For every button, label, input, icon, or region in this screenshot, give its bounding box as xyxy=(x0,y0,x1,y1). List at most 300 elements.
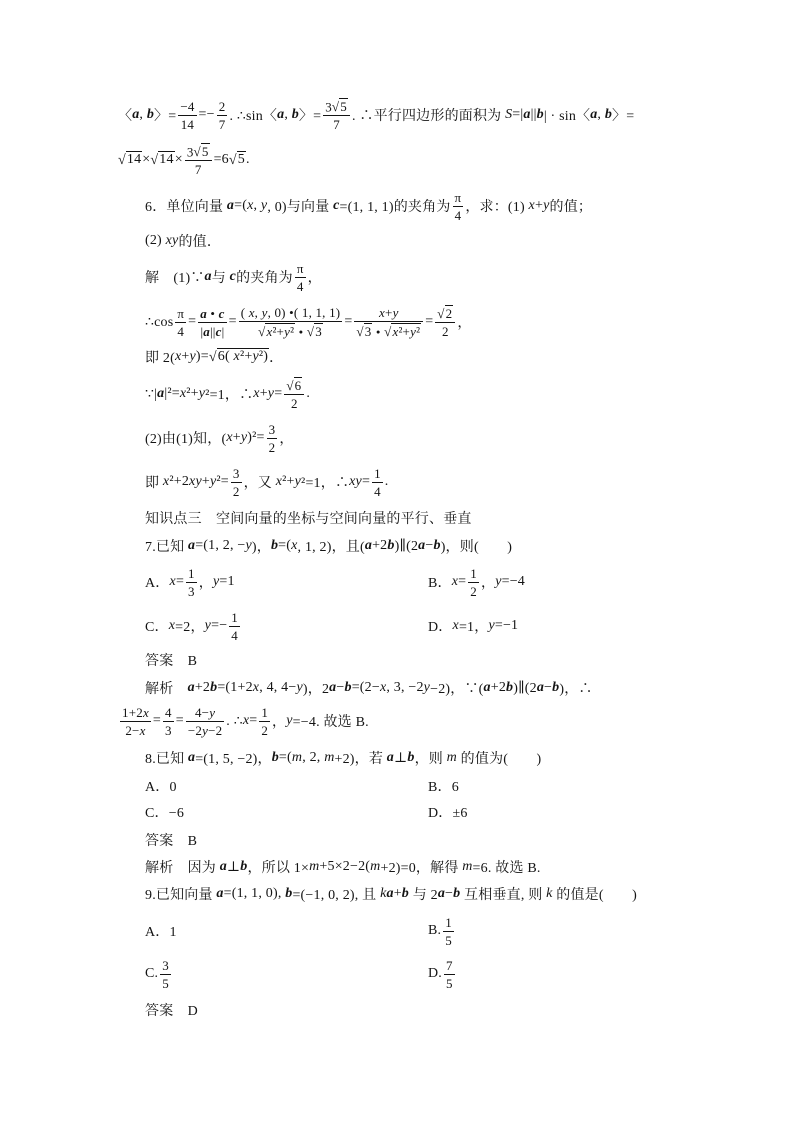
text-run: . ∴ xyxy=(226,713,243,729)
square-root xyxy=(437,305,453,322)
variable: y xyxy=(488,618,495,633)
variable: k xyxy=(546,886,553,901)
text-run: 2 xyxy=(470,583,477,599)
text-run: 即 2( xyxy=(145,351,175,366)
denominator xyxy=(443,932,454,948)
text-run: ， xyxy=(457,316,472,331)
numerator xyxy=(178,99,196,116)
fraction xyxy=(185,143,212,178)
text-run: +2 xyxy=(194,680,211,695)
fraction xyxy=(175,306,186,339)
text-run: 3 xyxy=(162,957,169,973)
square-root xyxy=(209,348,269,366)
text-run: 14 xyxy=(126,152,142,168)
square-root xyxy=(332,98,348,115)
text-run: D． xyxy=(428,620,453,635)
vector-symbol: a xyxy=(386,886,394,901)
text-run: 6．单位向量 xyxy=(145,200,227,215)
text-run: A．0 xyxy=(145,780,177,795)
variable: y xyxy=(212,574,220,589)
vector-symbol: a xyxy=(418,538,426,553)
variable: x xyxy=(233,349,240,365)
square-root xyxy=(194,143,210,160)
fraction xyxy=(229,610,240,643)
numerator xyxy=(323,98,350,117)
text-run: 知识点三 空间向量的坐标与空间向量的平行、垂直 xyxy=(145,512,472,527)
radical-sign xyxy=(356,324,363,339)
text-run: B．6 xyxy=(428,780,459,795)
text-run: × xyxy=(142,152,151,167)
variable: x xyxy=(242,713,250,728)
denominator xyxy=(160,975,171,991)
radicand xyxy=(314,323,323,340)
square-root xyxy=(258,323,295,340)
text-run: +2)，若 xyxy=(334,752,387,767)
text-run: ，又 xyxy=(243,476,276,491)
square-root xyxy=(384,323,421,340)
text-run: )， xyxy=(251,540,271,555)
numerator xyxy=(239,305,343,322)
text-run: )，则( ) xyxy=(440,540,513,555)
vector-symbol: c xyxy=(215,323,222,339)
text-run: 3 xyxy=(325,99,332,115)
text-run: =(1+2 xyxy=(217,680,253,695)
numerator xyxy=(217,99,228,116)
numerator xyxy=(186,705,224,722)
text-run: 的值是( ) xyxy=(552,888,637,903)
text-run: ⊥ xyxy=(226,859,241,875)
denominator xyxy=(354,322,423,340)
text-run: 〈 xyxy=(118,109,133,124)
vector-symbol: a xyxy=(216,886,224,901)
text-run: +2)=0，解得 xyxy=(380,861,463,876)
text-run: 3 xyxy=(315,323,322,339)
text-run: , xyxy=(254,304,262,320)
variable: y xyxy=(284,323,291,339)
radicand xyxy=(265,323,295,340)
text-run: ⊥ xyxy=(393,750,408,766)
denominator xyxy=(444,975,455,991)
text-run: 3 xyxy=(364,323,372,339)
fraction xyxy=(372,466,383,499)
text-run: =−1 xyxy=(494,618,519,633)
text-run: + xyxy=(534,198,544,213)
text-run: 解 (1)∵ xyxy=(145,271,205,286)
text-run: +2 xyxy=(490,680,507,695)
vector-symbol: a xyxy=(386,750,394,765)
text-run: 的夹角为 xyxy=(236,271,293,286)
text-run: =1， xyxy=(458,620,489,635)
text-run: | · sin〈 xyxy=(543,109,591,124)
vector-symbol: b xyxy=(453,886,461,901)
radicand xyxy=(217,348,269,366)
text-run: B. xyxy=(428,923,442,938)
denominator xyxy=(217,116,228,132)
variable: x xyxy=(379,304,386,320)
text-run: ² xyxy=(290,323,295,339)
variable: x xyxy=(226,430,233,445)
denominator xyxy=(120,722,151,738)
text-run: 2 xyxy=(261,722,269,738)
text-run: ²=1，∴ xyxy=(301,476,350,491)
text-run: 6 xyxy=(294,377,302,393)
fraction xyxy=(231,466,242,499)
numerator xyxy=(163,705,174,722)
fraction xyxy=(354,305,423,340)
variable: x xyxy=(142,704,149,720)
text-run: ²+ xyxy=(239,349,253,365)
text-run: ． xyxy=(269,351,284,366)
text-run: π xyxy=(454,189,462,205)
variable: y xyxy=(260,198,268,213)
radicand xyxy=(339,98,348,115)
variable: x xyxy=(252,680,260,695)
text-run: , xyxy=(597,107,605,122)
text-run: =(1, 5, −2)， xyxy=(195,752,272,767)
text-run: = xyxy=(228,314,237,329)
numerator xyxy=(443,915,454,932)
radicand xyxy=(201,143,210,160)
text-run: + xyxy=(232,430,241,445)
variable: y xyxy=(198,386,206,401)
vector-symbol: b xyxy=(387,538,395,553)
fraction xyxy=(435,305,455,340)
variable: y xyxy=(296,680,303,695)
text-run: 8.已知 xyxy=(145,752,188,767)
denominator xyxy=(229,627,240,643)
fraction xyxy=(284,377,304,412)
text-run: 7 xyxy=(333,117,340,133)
variable: y xyxy=(423,680,431,695)
numerator xyxy=(295,261,306,278)
text-run: −2)，∵( xyxy=(430,682,484,697)
variable: x xyxy=(451,574,459,589)
variable: x xyxy=(275,474,283,489)
text-run: C. xyxy=(145,966,159,981)
denominator xyxy=(372,483,383,499)
vector-symbol: a xyxy=(277,107,285,122)
radical-sign xyxy=(384,324,391,339)
text-run: ，则 xyxy=(414,752,447,767)
variable: y xyxy=(252,349,259,365)
text-run: 4 xyxy=(296,278,304,294)
text-run: 4 xyxy=(165,704,172,720)
text-run: 解析 xyxy=(145,682,188,697)
variable: y xyxy=(294,474,302,489)
text-run: × xyxy=(174,152,183,167)
text-run: A．1 xyxy=(145,925,177,940)
variable: x xyxy=(179,386,187,401)
variable: k xyxy=(380,886,387,901)
variable: x xyxy=(169,574,176,589)
fraction xyxy=(259,705,270,738)
denominator xyxy=(185,161,212,177)
fraction xyxy=(178,99,196,132)
text-run: = xyxy=(361,474,371,489)
text-run: 答案 B xyxy=(145,834,198,849)
text-run: ²) xyxy=(258,349,269,365)
text-run: )∥(2 xyxy=(394,538,419,554)
text-run: )²= xyxy=(247,430,265,445)
variable: x xyxy=(162,474,170,489)
denominator xyxy=(267,439,278,455)
text-run: =| xyxy=(512,107,524,122)
text-run: ²+ xyxy=(398,323,411,339)
text-run: 4 xyxy=(231,627,238,643)
radical-sign xyxy=(258,324,265,339)
vector-symbol: b xyxy=(407,750,415,765)
variable: x xyxy=(248,304,255,320)
text-run: • xyxy=(372,324,385,340)
text-run: B． xyxy=(428,576,452,591)
variable: y xyxy=(245,538,252,553)
vector-symbol: a xyxy=(226,198,235,213)
numerator xyxy=(160,958,171,975)
numerator xyxy=(267,422,278,439)
vector-symbol: b xyxy=(506,680,514,695)
fraction xyxy=(443,915,454,948)
text-run: − xyxy=(544,680,553,695)
text-run: 3 xyxy=(165,722,172,738)
variable: m xyxy=(291,750,303,765)
text-run: =(1, 2, − xyxy=(195,538,246,553)
vector-symbol: a xyxy=(157,386,165,401)
text-run: 与 xyxy=(211,271,230,286)
text-run: 5 xyxy=(340,98,347,114)
vector-symbol: b xyxy=(552,680,560,695)
vector-symbol: a xyxy=(483,680,491,695)
radical-sign xyxy=(118,153,126,169)
denominator xyxy=(323,116,350,132)
text-run: + xyxy=(181,349,190,364)
text-run: 14 xyxy=(159,152,174,168)
text-run: 2 xyxy=(445,305,453,321)
text-run: , xyxy=(284,107,292,122)
denominator xyxy=(435,323,455,339)
text-run: | xyxy=(200,323,204,339)
fraction xyxy=(163,705,174,738)
radicand xyxy=(445,305,454,322)
text-run: = xyxy=(188,314,197,329)
vector-symbol: b xyxy=(291,107,299,122)
text-run: 7 xyxy=(218,116,226,132)
text-run: 2 xyxy=(218,98,226,114)
text-run: 即 xyxy=(145,476,163,491)
text-run: 解析 因为 xyxy=(145,861,220,876)
numerator xyxy=(435,305,455,324)
fraction xyxy=(453,190,464,223)
numerator xyxy=(444,958,455,975)
vector-symbol: a xyxy=(187,680,195,695)
text-run: − xyxy=(336,680,345,695)
text-run: 7 xyxy=(446,957,453,973)
text-run: 1 xyxy=(188,565,195,581)
fraction xyxy=(198,306,226,339)
text-run: +2 xyxy=(372,538,388,553)
text-run: 2 xyxy=(291,396,298,412)
text-run: . ∴平行四边形的面积为 xyxy=(351,109,506,124)
variable: x xyxy=(247,198,254,213)
text-run: ， xyxy=(272,715,287,730)
text-run: = xyxy=(425,314,434,329)
text-run: ， xyxy=(198,576,213,591)
variable: x xyxy=(452,618,459,633)
text-run: , 4, 4− xyxy=(259,680,297,695)
text-run: 4− xyxy=(194,704,210,720)
variable: xy xyxy=(165,233,179,248)
radical-sign xyxy=(194,144,201,159)
text-run: ， xyxy=(307,271,322,286)
text-run: D. xyxy=(428,966,443,981)
text-run: 3 xyxy=(268,421,276,437)
text-run: • xyxy=(206,305,219,321)
fraction xyxy=(217,99,228,132)
text-run: 3 xyxy=(186,144,194,160)
vector-symbol: b xyxy=(210,680,218,695)
text-run: 1+2 xyxy=(122,704,143,720)
denominator xyxy=(198,323,226,339)
vector-symbol: a xyxy=(329,680,337,695)
vector-symbol: a xyxy=(132,107,140,122)
text-run: ²=1，∴ xyxy=(205,388,254,403)
text-run: ²+ xyxy=(272,323,285,339)
variable: m xyxy=(446,750,457,765)
variable: x xyxy=(266,323,273,339)
numerator xyxy=(175,306,186,323)
vector-symbol: b xyxy=(146,107,155,122)
variable: y xyxy=(189,349,196,364)
vector-symbol: a xyxy=(219,859,227,874)
text-run: =− xyxy=(211,618,228,633)
vector-symbol: c xyxy=(229,269,237,284)
text-run: 2 xyxy=(232,483,240,499)
numerator xyxy=(354,305,423,322)
variable: y xyxy=(209,474,217,489)
text-run: , 1, 2)，且( xyxy=(297,540,365,555)
text-run: . xyxy=(384,474,389,489)
text-run: , xyxy=(253,198,261,213)
text-run: ²+ xyxy=(282,474,295,489)
text-run: ， xyxy=(279,432,294,447)
text-run: −4 xyxy=(180,98,195,114)
radicand xyxy=(126,151,142,169)
text-run: 5 xyxy=(201,143,209,159)
text-run: )= xyxy=(195,349,209,364)
radicand xyxy=(237,151,246,169)
text-run: = xyxy=(175,574,185,589)
vector-symbol: a xyxy=(590,107,598,122)
text-run: + xyxy=(393,886,402,901)
variable: m xyxy=(370,859,381,874)
variable: y xyxy=(495,574,502,589)
text-run: ²+2 xyxy=(169,474,190,489)
text-run: 7 xyxy=(194,162,202,178)
square-root xyxy=(286,377,302,394)
text-run: D．±6 xyxy=(428,806,468,821)
square-root xyxy=(307,323,323,340)
denominator xyxy=(178,116,196,132)
variable: y xyxy=(209,704,216,720)
vector-symbol: b xyxy=(433,538,441,553)
text-run: 2 xyxy=(441,324,449,340)
numerator xyxy=(372,466,383,483)
variable: y xyxy=(261,304,268,320)
text-run: )，2 xyxy=(302,682,330,697)
text-run: , 3, −2 xyxy=(386,680,424,695)
text-run: ∴cos xyxy=(145,314,174,330)
denominator xyxy=(259,722,270,738)
text-run: || xyxy=(530,107,537,122)
radical-sign xyxy=(209,350,217,366)
radicand xyxy=(158,151,174,169)
variable: x xyxy=(168,618,176,633)
text-run: C．−6 xyxy=(145,806,185,821)
numerator xyxy=(259,705,270,722)
variable: x xyxy=(253,386,260,401)
text-run: 7.已知 xyxy=(145,540,188,555)
text-run: 答案 D xyxy=(145,1004,198,1019)
fraction xyxy=(444,958,455,991)
square-root xyxy=(150,151,174,169)
text-run: 〉= xyxy=(154,109,177,124)
text-run: 〉= xyxy=(298,109,322,124)
denominator xyxy=(175,323,186,339)
vector-symbol: b xyxy=(344,680,352,695)
fraction xyxy=(468,566,479,599)
text-run: =(2− xyxy=(351,680,380,695)
text-run: 〉= xyxy=(612,109,635,124)
variable: y xyxy=(202,722,209,738)
text-run: 1 xyxy=(374,465,381,481)
vector-symbol: a xyxy=(204,269,212,284)
variable: y xyxy=(240,430,248,445)
text-run: C． xyxy=(145,620,169,635)
text-run: • xyxy=(295,324,307,340)
text-run: =− xyxy=(198,107,215,122)
vector-symbol: a xyxy=(188,750,196,765)
text-run: −2 xyxy=(187,722,203,738)
text-run: − xyxy=(445,886,454,901)
radical-sign xyxy=(332,99,339,114)
vector-symbol: a xyxy=(203,323,210,339)
text-run: + xyxy=(259,386,268,401)
text-run: (2) xyxy=(145,233,166,248)
text-run: |²= xyxy=(164,386,180,401)
fraction xyxy=(186,566,197,599)
vector-symbol: a xyxy=(200,305,207,321)
fraction xyxy=(160,958,171,991)
text-run: 4 xyxy=(374,483,381,499)
numerator xyxy=(185,143,212,162)
variable: y xyxy=(204,618,212,633)
text-run: (2)由(1)知，( xyxy=(145,432,227,447)
text-run: + xyxy=(201,474,210,489)
square-root xyxy=(118,151,142,169)
vector-symbol: b xyxy=(401,886,409,901)
text-run: . xyxy=(245,152,250,167)
text-run: = xyxy=(175,713,184,728)
variable: y xyxy=(392,304,399,320)
text-run: A． xyxy=(145,576,170,591)
text-run: 2 xyxy=(268,439,276,455)
text-run: 答案 B xyxy=(145,654,198,669)
fraction xyxy=(186,705,224,738)
text-run: − xyxy=(425,538,434,553)
fraction xyxy=(323,98,350,133)
text-run: 1 xyxy=(261,704,269,720)
denominator xyxy=(468,583,479,599)
vector-symbol: a xyxy=(364,538,373,553)
